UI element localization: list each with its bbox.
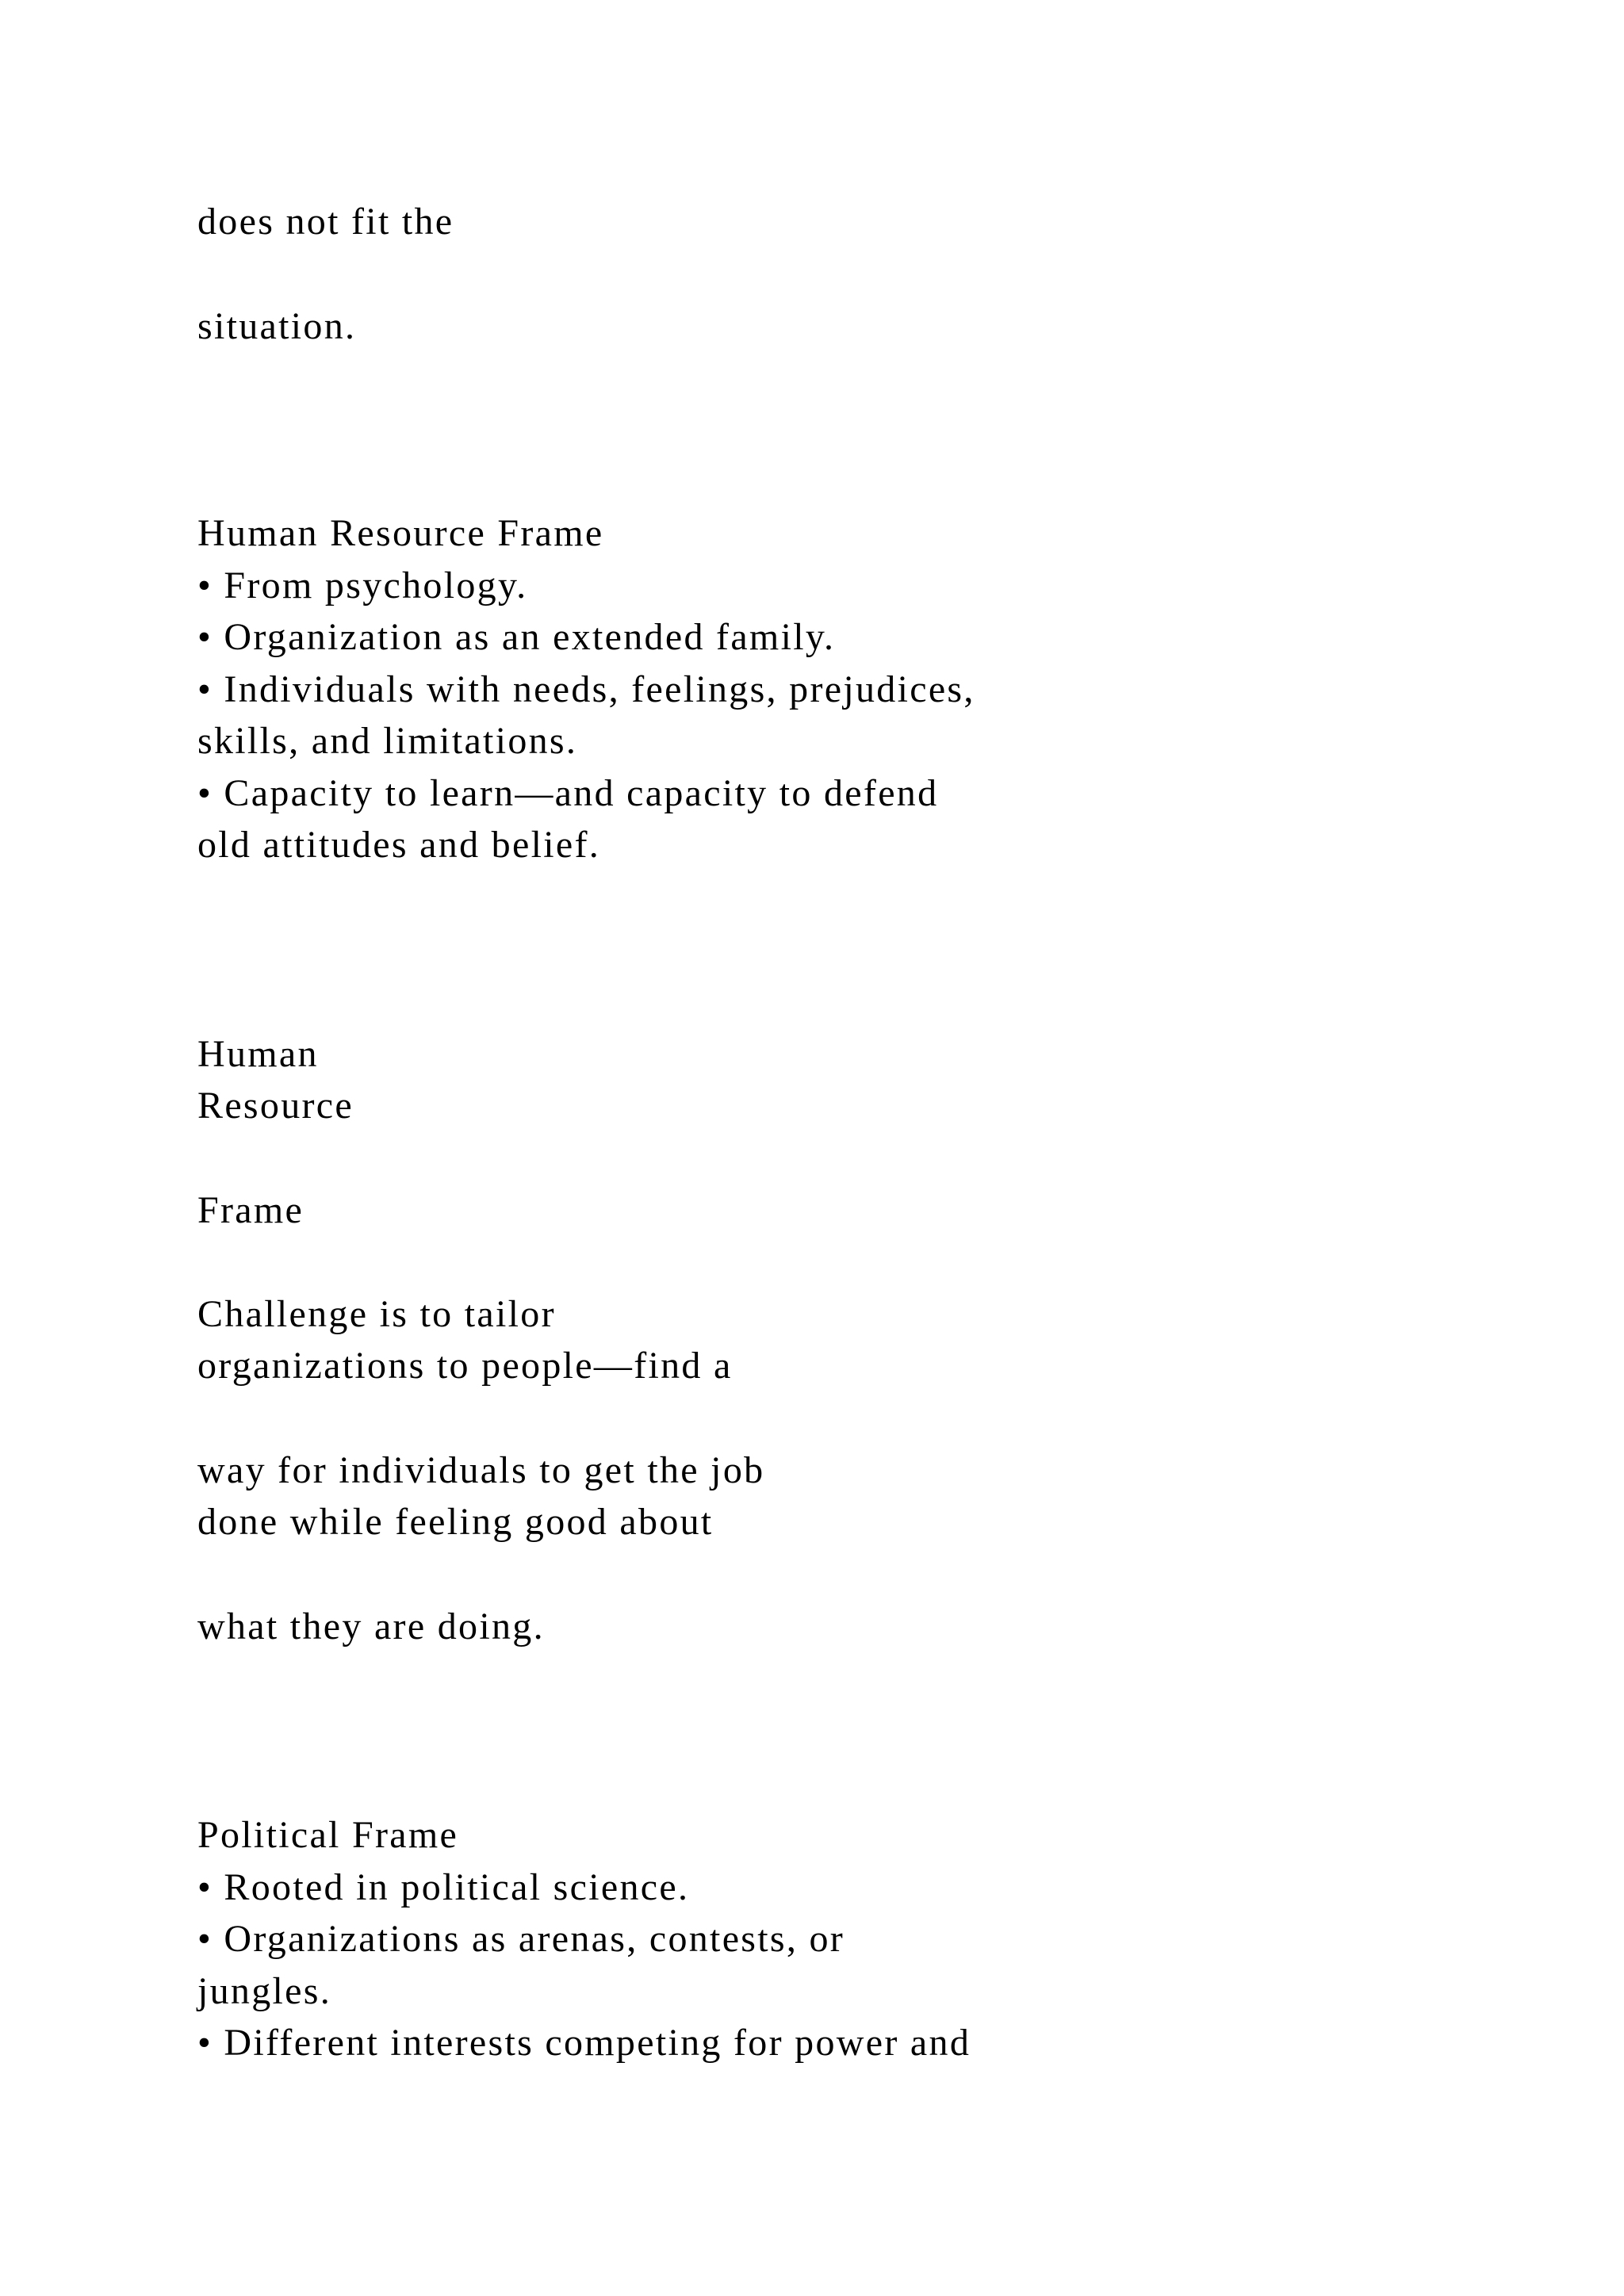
section-heading-political-frame: Political Frame bbox=[197, 1814, 459, 1856]
bullet-item: • From psychology. bbox=[197, 564, 528, 607]
text-line: jungles. bbox=[197, 1970, 332, 2012]
text-line: Resource bbox=[197, 1085, 354, 1127]
text-line: situation. bbox=[197, 305, 357, 347]
bullet-item: • Organization as an extended family. bbox=[197, 616, 836, 658]
text-line: old attitudes and belief. bbox=[197, 824, 601, 866]
bullet-item: • Capacity to learn—and capacity to defend bbox=[197, 772, 939, 814]
section-heading-human-resource-frame: Human Resource Frame bbox=[197, 512, 604, 554]
text-line: Frame bbox=[197, 1189, 304, 1231]
bullet-item: • Rooted in political science. bbox=[197, 1866, 690, 1908]
text-line: done while feeling good about bbox=[197, 1501, 714, 1543]
text-line: Human bbox=[197, 1033, 319, 1075]
text-line: way for individuals to get the job bbox=[197, 1449, 765, 1491]
text-line: what they are doing. bbox=[197, 1605, 545, 1647]
text-line: Challenge is to tailor bbox=[197, 1293, 556, 1335]
bullet-item: • Organizations as arenas, contests, or bbox=[197, 1918, 845, 1960]
bullet-item: • Different interests competing for power and bbox=[197, 2022, 971, 2064]
text-line: does not fit the bbox=[197, 201, 454, 243]
text-line: organizations to people—find a bbox=[197, 1345, 733, 1387]
text-line: skills, and limitations. bbox=[197, 720, 578, 762]
bullet-item: • Individuals with needs, feelings, prejudices, bbox=[197, 668, 975, 710]
